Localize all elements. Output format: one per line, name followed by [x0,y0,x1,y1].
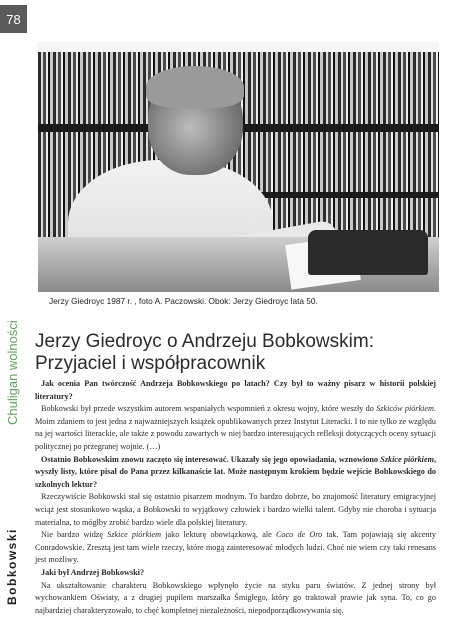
question-1: Jak ocenia Pan twórczość Andrzeja Bobkowskiego po latach? Czy był to ważny pisarz w historii polskiej literatury? [35,379,436,401]
answer-3: Nie bardzo widzę Szkice piórkiem jako lekturę obowiązkową, ale Coco de Oro tak. Tam pojawiają się akcenty Conradowskie. Zresztą jest tam wiele rzeczy, które mogą zainteresować młodych ludzi. Choć nie wiem czy taki renesans jest możliwy. [35,530,436,565]
question-2: Ostatnio Bobkowskim znowu zaczęto się interesować. Ukazały się jego opowiadania, wznowiono Szkice piórkiem, wyszły listy, które pisał do Pana przez kilkanaście lat. Może następnym krokiem będzie wejście Bobkowskiego do szkolnych lektur? [35,454,436,489]
answer-4: Na ukształtowanie charakteru Bobkowskiego wpłynęło życie na styku paru światów. Z jednej strony był wychowankiem Oświaty, a z drugiej pupilem marszałka Śmigłego, który go traktował prawie jak syna. To, co go najbardziej charakteryzowało, to chęć kompletnej niezależności, niepodporządkowywania się. [35,580,436,615]
page-number: 78 [0,5,27,33]
author-name-vertical: Bobkowski [5,528,19,605]
answer-2: Rzeczywiście Bobkowski stał się ostatnio pisarzem modnym. To bardzo dobrze, bo znajomość literatury emigracyjnej wciąż jest stosunkowo wąska, a Bobkowski to wyjątkowy człowiek i bardzo wielki talent. Gdyby nie choroba i sytuacja materialna, to mógłby zrobić bardzo wiele dla polskiej literatury. [35,492,436,527]
article-body [35,378,436,617]
page-sidebar [0,0,27,640]
title-line-1: Jerzy Giedroyc o Andrzeju Bobkowskim: [35,331,374,352]
title-line-2: Przyjaciel i współpracownik [35,353,266,374]
article-title [35,331,435,375]
question-3: Jaki był Andrzej Bobkowski? [41,567,145,577]
answer-1: Bobkowski był przede wszystkim autorem wspaniałych wspomnień z okresu wojny, które weszły do Szkiców piórkiem. Moim zdaniem to jest jedna z najważniejszych książek opublikowanych przez Instytut Literacki. I to nie tylko ze względu na jej wartości literackie, ale także z powodu zawartych w niej bardzo interesujących refleksji dotyczących oceny sytuacji politycznej po przegranej wojnie. (…) [35,404,436,451]
photo-giedroyc [38,42,439,292]
photo-caption: Jerzy Giedroyc 1987 r. , foto A. Paczowski. Obok: Jerzy Giedroyc lata 50. [49,296,318,306]
series-title-vertical: Chuligan wolności [5,320,20,425]
